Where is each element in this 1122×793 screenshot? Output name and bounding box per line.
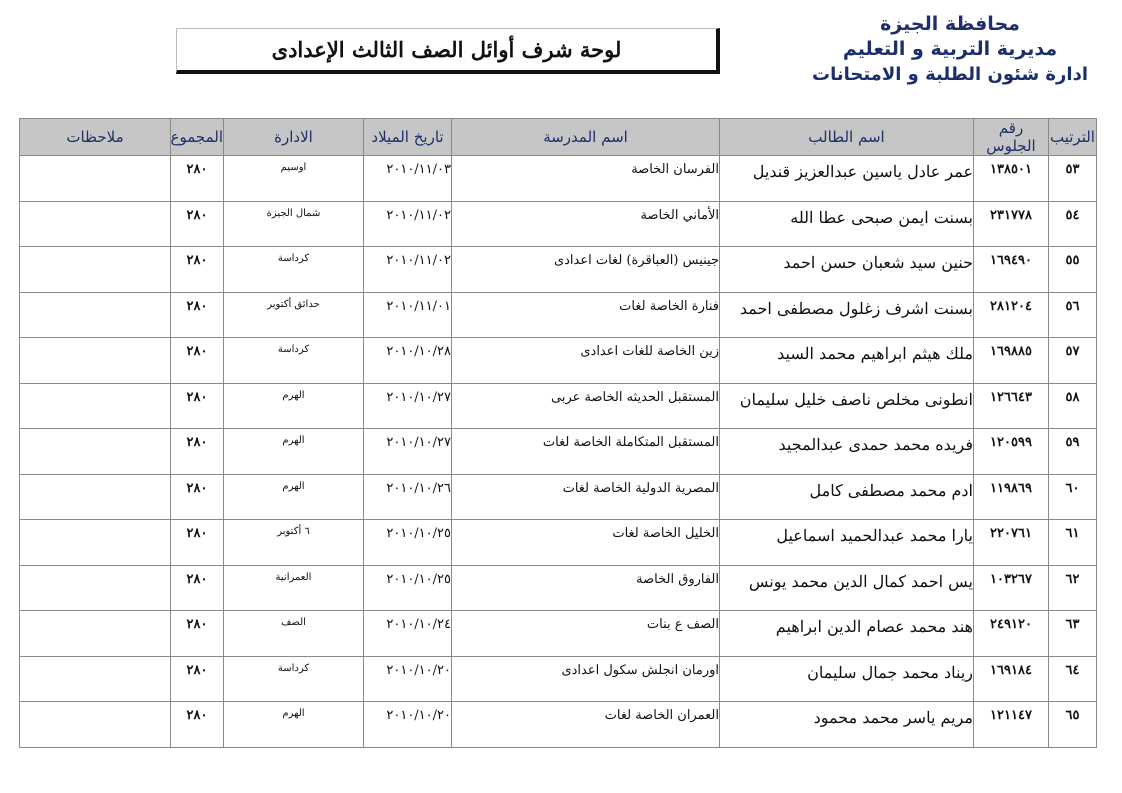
total-score-cell: ٢٨٠	[171, 156, 224, 202]
rank-cell: ٦٠	[1049, 474, 1097, 520]
notes-cell	[20, 474, 171, 520]
rank-cell: ٦٣	[1049, 611, 1097, 657]
birth-date-cell: ٢٠١٠/١٠/٢٨	[364, 338, 452, 384]
school-name-cell: الفاروق الخاصة	[452, 565, 720, 611]
school-name-cell: المستقبل الحديثه الخاصة عربى	[452, 383, 720, 429]
birth-date-cell: ٢٠١٠/١٠/٢٦	[364, 474, 452, 520]
school-name-cell: المصرية الدولية الخاصة لغات	[452, 474, 720, 520]
total-score-cell: ٢٨٠	[171, 201, 224, 247]
rank-cell: ٦٢	[1049, 565, 1097, 611]
rank-cell: ٥٧	[1049, 338, 1097, 384]
school-name-cell: الصف ع بنات	[452, 611, 720, 657]
rank-cell: ٥٩	[1049, 429, 1097, 475]
birth-date-cell: ٢٠١٠/١٠/٢٧	[364, 429, 452, 475]
administration-cell: كرداسة	[224, 338, 364, 384]
seat-number-cell: ١٣٨٥٠١	[974, 156, 1049, 202]
table-row	[20, 702, 1097, 748]
rank-cell: ٦٥	[1049, 702, 1097, 748]
school-name-cell: جينيس (العباقرة) لغات اعدادى	[452, 247, 720, 293]
rank-cell: ٥٦	[1049, 292, 1097, 338]
student-name-cell: انطونى مخلص ناصف خليل سليمان	[720, 383, 974, 429]
notes-cell	[20, 520, 171, 566]
student-name-cell: بسنت ايمن صبحى عطا الله	[720, 201, 974, 247]
column-header-admin: الادارة	[224, 119, 364, 156]
seat-number-cell: ١٦٩٤٩٠	[974, 247, 1049, 293]
total-score-cell: ٢٨٠	[171, 565, 224, 611]
table-row	[20, 611, 1097, 657]
column-header-seat: رقم الجلوس	[974, 119, 1049, 156]
birth-date-cell: ٢٠١٠/١٠/٢٠	[364, 702, 452, 748]
table-row	[20, 201, 1097, 247]
birth-date-cell: ٢٠١٠/١١/٠١	[364, 292, 452, 338]
notes-cell	[20, 338, 171, 384]
student-name-cell: هند محمد عصام الدين ابراهيم	[720, 611, 974, 657]
rank-cell: ٦١	[1049, 520, 1097, 566]
birth-date-cell: ٢٠١٠/١٠/٢٥	[364, 520, 452, 566]
page-title: لوحة شرف أوائل الصف الثالث الإعدادى	[271, 37, 622, 62]
student-name-cell: حنين سيد شعبان حسن احمد	[720, 247, 974, 293]
notes-cell	[20, 247, 171, 293]
seat-number-cell: ٢٨١٢٠٤	[974, 292, 1049, 338]
total-score-cell: ٢٨٠	[171, 520, 224, 566]
student-name-cell: ادم محمد مصطفى كامل	[720, 474, 974, 520]
student-name-cell: بسنت اشرف زغلول مصطفى احمد	[720, 292, 974, 338]
total-score-cell: ٢٨٠	[171, 656, 224, 702]
rank-cell: ٥٣	[1049, 156, 1097, 202]
notes-cell	[20, 201, 171, 247]
organization-header	[790, 12, 1110, 87]
notes-cell	[20, 429, 171, 475]
administration-cell: كرداسة	[224, 656, 364, 702]
student-name-cell: يس احمد كمال الدين محمد يونس	[720, 565, 974, 611]
administration-cell: اوسيم	[224, 156, 364, 202]
administration-cell: الهرم	[224, 474, 364, 520]
birth-date-cell: ٢٠١٠/١٠/٢٧	[364, 383, 452, 429]
birth-date-cell: ٢٠١٠/١٠/٢٥	[364, 565, 452, 611]
school-name-cell: اورمان انجلش سكول اعدادى	[452, 656, 720, 702]
student-name-cell: مريم ياسر محمد محمود	[720, 702, 974, 748]
birth-date-cell: ٢٠١٠/١٠/٢٤	[364, 611, 452, 657]
seat-number-cell: ١٠٣٢٦٧	[974, 565, 1049, 611]
administration-cell: ٦ أكتوبر	[224, 520, 364, 566]
rank-cell: ٥٥	[1049, 247, 1097, 293]
directorate-label: مديرية التربية و التعليم	[842, 38, 1058, 60]
seat-number-cell: ١٢٠٥٩٩	[974, 429, 1049, 475]
administration-cell: الهرم	[224, 429, 364, 475]
table-row	[20, 247, 1097, 293]
administration-cell: حدائق أكتوبر	[224, 292, 364, 338]
birth-date-cell: ٢٠١٠/١٠/٢٠	[364, 656, 452, 702]
school-name-cell: الخليل الخاصة لغات	[452, 520, 720, 566]
student-name-cell: فريده محمد حمدى عبدالمجيد	[720, 429, 974, 475]
table-body	[20, 156, 1097, 748]
notes-cell	[20, 292, 171, 338]
school-name-cell: زين الخاصة للغات اعدادى	[452, 338, 720, 384]
table-row	[20, 656, 1097, 702]
administration-cell: العمرانية	[224, 565, 364, 611]
administration-cell: الصف	[224, 611, 364, 657]
total-score-cell: ٢٨٠	[171, 474, 224, 520]
table-row	[20, 338, 1097, 384]
birth-date-cell: ٢٠١٠/١١/٠٣	[364, 156, 452, 202]
school-name-cell: المستقبل المتكاملة الخاصة لغات	[452, 429, 720, 475]
school-name-cell: العمران الخاصة لغات	[452, 702, 720, 748]
table-row	[20, 474, 1097, 520]
column-header-total: المجموع	[171, 119, 224, 156]
column-header-dob: تاريخ الميلاد	[364, 119, 452, 156]
seat-number-cell: ١٢٦٦٤٣	[974, 383, 1049, 429]
school-name-cell: فنارة الخاصة لغات	[452, 292, 720, 338]
column-header-school: اسم المدرسة	[452, 119, 720, 156]
table-row	[20, 156, 1097, 202]
seat-number-cell: ٢٣١٧٧٨	[974, 201, 1049, 247]
total-score-cell: ٢٨٠	[171, 611, 224, 657]
birth-date-cell: ٢٠١٠/١١/٠٢	[364, 201, 452, 247]
student-name-cell: يارا محمد عبدالحميد اسماعيل	[720, 520, 974, 566]
notes-cell	[20, 156, 171, 202]
seat-number-cell: ٢٤٩١٢٠	[974, 611, 1049, 657]
total-score-cell: ٢٨٠	[171, 383, 224, 429]
administration-cell: الهرم	[224, 702, 364, 748]
table-row	[20, 565, 1097, 611]
seat-number-cell: ٢٢٠٧٦١	[974, 520, 1049, 566]
rank-cell: ٥٨	[1049, 383, 1097, 429]
total-score-cell: ٢٨٠	[171, 292, 224, 338]
student-name-cell: ريناد محمد جمال سليمان	[720, 656, 974, 702]
notes-cell	[20, 611, 171, 657]
governorate-label: محافظة الجيزة	[880, 13, 1020, 35]
table-header-row	[20, 119, 1097, 156]
notes-cell	[20, 656, 171, 702]
administration-cell: كرداسة	[224, 247, 364, 293]
birth-date-cell: ٢٠١٠/١١/٠٢	[364, 247, 452, 293]
notes-cell	[20, 383, 171, 429]
seat-number-cell: ١١٩٨٦٩	[974, 474, 1049, 520]
student-name-cell: ملك هيثم ابراهيم محمد السيد	[720, 338, 974, 384]
table-row	[20, 292, 1097, 338]
total-score-cell: ٢٨٠	[171, 247, 224, 293]
seat-number-cell: ١٦٩١٨٤	[974, 656, 1049, 702]
rank-cell: ٦٤	[1049, 656, 1097, 702]
seat-number-cell: ١٢١١٤٧	[974, 702, 1049, 748]
notes-cell	[20, 702, 171, 748]
notes-cell	[20, 565, 171, 611]
title-box	[176, 28, 720, 74]
seat-number-cell: ١٦٩٨٨٥	[974, 338, 1049, 384]
total-score-cell: ٢٨٠	[171, 702, 224, 748]
table-row	[20, 520, 1097, 566]
rank-cell: ٥٤	[1049, 201, 1097, 247]
school-name-cell: الأماني الخاصة	[452, 201, 720, 247]
table-row	[20, 383, 1097, 429]
administration-cell: شمال الجيزة	[224, 201, 364, 247]
student-name-cell: عمر عادل ياسين عبدالعزيز قنديل	[720, 156, 974, 202]
honor-roll-table	[19, 118, 1097, 748]
table-row	[20, 429, 1097, 475]
total-score-cell: ٢٨٠	[171, 338, 224, 384]
school-name-cell: الفرسان الخاصة	[452, 156, 720, 202]
total-score-cell: ٢٨٠	[171, 429, 224, 475]
column-header-rank: الترتيب	[1049, 119, 1097, 156]
department-label: ادارة شئون الطلبة و الامتحانات	[812, 64, 1088, 85]
column-header-name: اسم الطالب	[720, 119, 974, 156]
administration-cell: الهرم	[224, 383, 364, 429]
column-header-notes: ملاحظات	[20, 119, 171, 156]
